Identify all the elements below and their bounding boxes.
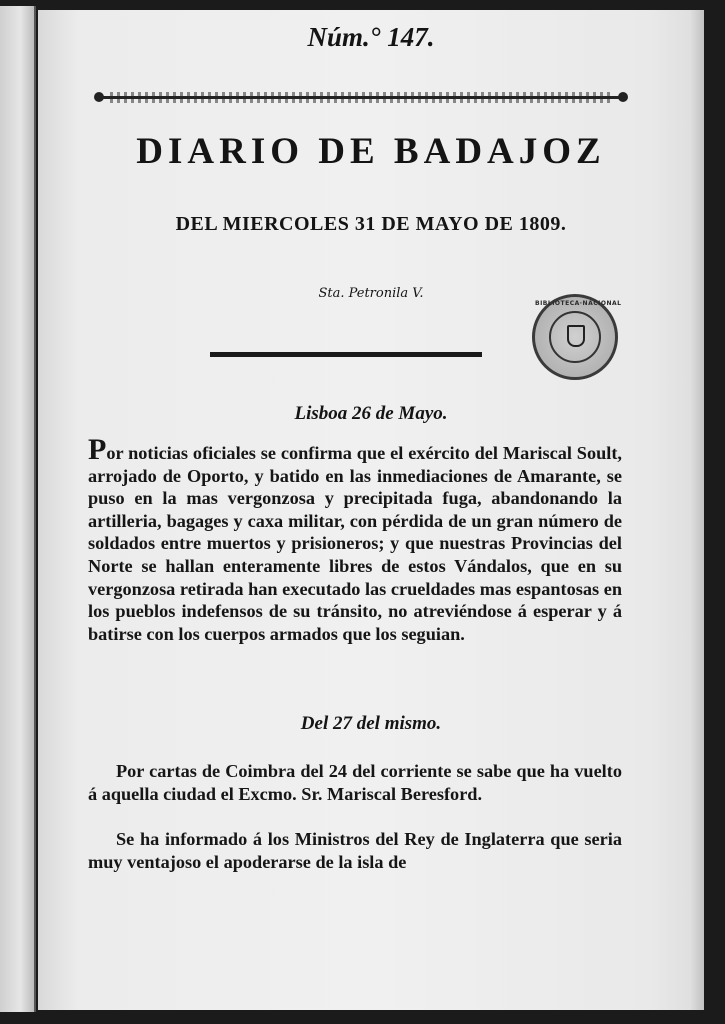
masthead-title: DIARIO DE BADAJOZ xyxy=(136,131,606,172)
shield-icon xyxy=(567,325,585,347)
ornamental-rule xyxy=(100,96,622,99)
seal-ring-text: BIBLIOTECA·NACIONAL xyxy=(535,300,622,307)
section-divider-rule xyxy=(210,352,482,357)
library-stamp-seal xyxy=(532,294,622,380)
section-heading-lisboa: Lisboa 26 de Mayo. xyxy=(294,403,448,424)
newspaper-page xyxy=(38,10,704,1010)
seal-inner-ring xyxy=(549,311,601,363)
article-text: or noticias oficiales se confirma que el exército del Mariscal Soult, arrojado de Oporto, y batido en las inmediaciones de Amarante, se puso en la mas vergonzosa y precipitada fuga, abandonando la artilleria, bagages y caxa militar, con pérdida de un gran número de soldados entre muertos y prisioneros; y que nuestras Provincias del Norte se hallan enteramente libres de estos Vándalos, que en su vergonzosa retirada han executado las crueldades mas espantosas en los pueblos indefensos de su tránsito, no atreviéndose á esperar y á batirse con los cuerpos armados que los seguian. xyxy=(88,443,622,644)
issue-number: Núm.° 147. xyxy=(307,22,435,52)
article-paragraph-coimbra: Por cartas de Coimbra del 24 del corriente se sabe que ha vuelto á aquella ciudad el Excmo. Sr. Mariscal Beresford. xyxy=(88,761,622,804)
dateline: DEL MIERCOLES 31 DE MAYO DE 1809. xyxy=(175,213,567,235)
article-paragraph-lisboa xyxy=(88,433,622,645)
section-heading-del-27: Del 27 del mismo. xyxy=(300,713,442,734)
article-paragraph-inglaterra: Se ha informado á los Ministros del Rey de Inglaterra que seria muy ventajoso el apoderarse de la isla de xyxy=(88,829,622,872)
saint-of-day: Sta. Petronila V. xyxy=(318,286,424,301)
page-edge-shadow xyxy=(690,10,704,1010)
facing-page-edge xyxy=(0,6,36,1012)
drop-cap: P xyxy=(88,433,107,466)
